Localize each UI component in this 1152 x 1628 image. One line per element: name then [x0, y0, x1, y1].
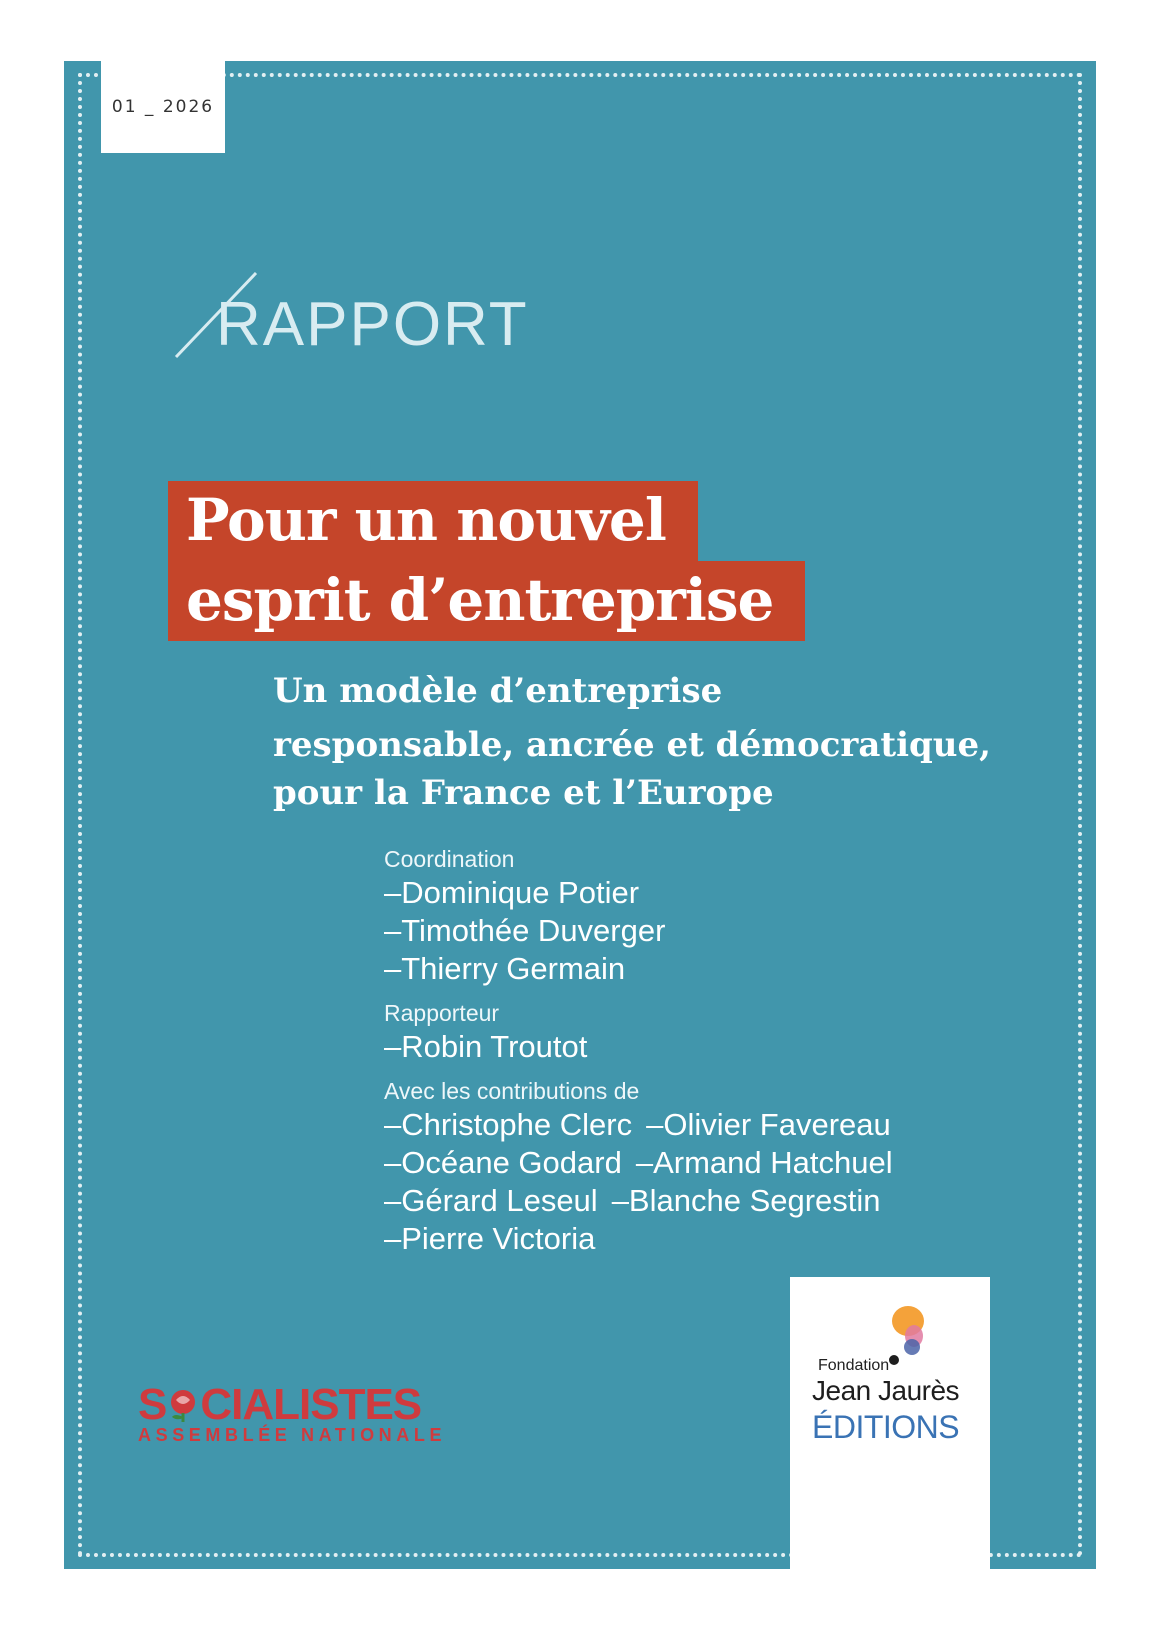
coordination-label: Coordination [384, 846, 515, 872]
contributor-name: –Olivier Favereau [646, 1107, 891, 1142]
contributor-name: –Pierre Victoria [384, 1221, 596, 1256]
publisher-name: Jean Jaurès [812, 1375, 960, 1406]
report-cover [64, 61, 1096, 1569]
contributors-row [384, 1182, 893, 1220]
series-label [174, 271, 529, 361]
socialistes-letter-s: S [138, 1380, 167, 1429]
title-line-2: esprit d’entreprise [168, 561, 805, 641]
title-line-1: Pour un nouvel [168, 481, 698, 561]
issue-number: 01 _ 2026 [101, 61, 225, 153]
coordinator-name: –Timothée Duverger [384, 913, 666, 948]
socialistes-subline: ASSEMBLÉE NATIONALE [138, 1425, 447, 1445]
subtitle-line-3: pour la France et l’Europe [273, 773, 774, 813]
series-label-text: RAPPORT [216, 290, 529, 359]
publisher-editions: ÉDITIONS [812, 1409, 960, 1445]
fondation-logo-icon [886, 1303, 946, 1373]
contributions-label: Avec les contributions de [384, 1078, 640, 1104]
contributor-name: –Océane Godard [384, 1145, 622, 1180]
credits [384, 844, 893, 1258]
contributors-row [384, 1106, 893, 1144]
contributor-name: –Armand Hatchuel [635, 1145, 893, 1180]
publisher-logo [790, 1277, 990, 1569]
contributors-row [384, 1144, 893, 1182]
rose-icon [167, 1387, 199, 1423]
coordinator-name: –Dominique Potier [384, 875, 640, 910]
contributors-row [384, 1220, 893, 1258]
socialistes-wordmark [138, 1380, 458, 1429]
contributor-name: –Gérard Leseul [384, 1183, 598, 1218]
contributor-name: –Christophe Clerc [384, 1107, 633, 1142]
rapporteur-name: –Robin Troutot [384, 1029, 588, 1064]
coordinator-name: –Thierry Germain [384, 951, 626, 986]
publisher-fondation: Fondation [818, 1357, 890, 1374]
contributor-name: –Blanche Segrestin [611, 1183, 881, 1218]
socialistes-logo [138, 1380, 458, 1446]
subtitle-line-1: Un modèle d’entreprise [273, 671, 723, 711]
socialistes-word-rest: CIALISTES [200, 1380, 422, 1429]
main-title [168, 481, 805, 641]
rapporteur-label: Rapporteur [384, 1000, 500, 1026]
subtitle [273, 664, 1083, 820]
subtitle-line-2: responsable, ancrée et démocratique, [273, 725, 991, 765]
